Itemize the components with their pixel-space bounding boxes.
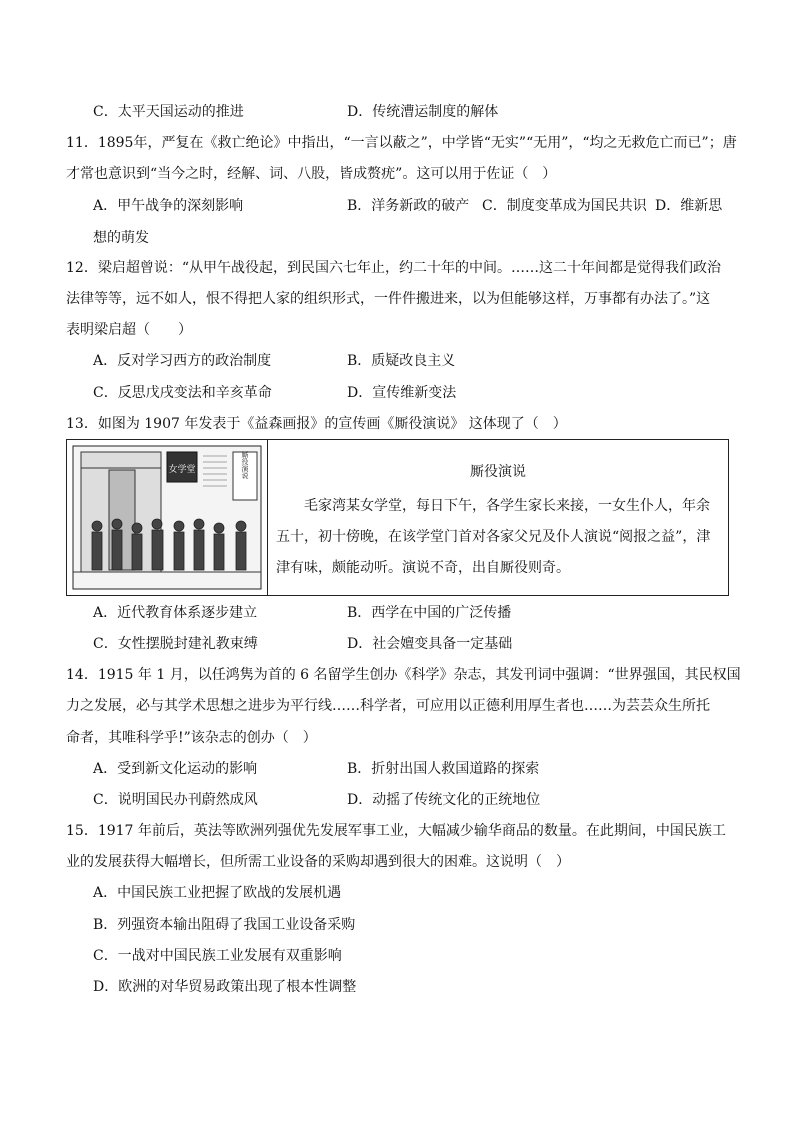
q11-option-d: D．维新思 bbox=[655, 198, 723, 214]
q10-option-c: C．太平天国运动的推进 bbox=[93, 104, 244, 120]
q13-stem-line1: 13．如图为 1907 年发表于《益森画报》的宣传画《厮役演说》 这体现了（ ） bbox=[66, 416, 567, 432]
q13-passage-title: 厮役演说 bbox=[470, 464, 526, 480]
q15-option-c: C．一战对中国民族工业发展有双重影响 bbox=[93, 948, 342, 964]
q11-option-a: A．甲午战争的深刻影响 bbox=[93, 198, 244, 214]
q12-option-a: A．反对学习西方的政治制度 bbox=[93, 353, 272, 369]
q13-passage-cell bbox=[268, 440, 728, 595]
q15-option-a: A．中国民族工业把握了欧战的发展机遇 bbox=[93, 885, 342, 901]
q14-option-c: C．说明国民办刊蔚然成风 bbox=[93, 792, 258, 808]
school-sign-text: 女学堂 bbox=[168, 465, 196, 475]
q12-option-b: B．质疑改良主义 bbox=[347, 353, 456, 369]
q11-option-d-continued: 想的萌发 bbox=[93, 230, 149, 246]
q13-passage-body: 毛家湾某女学堂，每日下午，各学生家长来接，一女生仆人，年余五十，初十傍晚，在该学堂门首对各家父兄及仆人演说“阅报之益”，津津有味，颇能动听。演说不奇，出自厮役则奇。 bbox=[276, 498, 711, 576]
q11-option-c: C．制度变革成为国民共识 bbox=[482, 198, 647, 214]
q13-option-a: A．近代教育体系逐步建立 bbox=[93, 605, 258, 621]
q13-option-c: C．女性摆脱封建礼教束缚 bbox=[93, 636, 258, 652]
q15-option-d: D．欧洲的对华贸易政策出现了根本性调整 bbox=[93, 979, 357, 995]
q14-option-b: B．折射出国人救国道路的探索 bbox=[347, 761, 540, 777]
q11-option-b: B．洋务新政的破产 bbox=[347, 198, 470, 214]
q14-stem-line2: 力之发展，必与其学术思想之进步为平行线……科学者，可应用以正德利用厚生者也……为芸芸众生所托 bbox=[66, 698, 710, 714]
q12-stem-line1: 12．梁启超曾说：“从甲午战役起，到民国六七年止，约二十年的中间。……这二十年间都是觉得我们政治 bbox=[66, 260, 721, 276]
q14-option-d: D．动摇了传统文化的正统地位 bbox=[347, 792, 541, 808]
q15-stem-line2: 业的发展获得大幅增长，但所需工业设备的采购却遇到很大的困难。这说明（ ） bbox=[66, 854, 570, 870]
q15-option-b: B．列强资本输出阻碍了我国工业设备采购 bbox=[93, 917, 356, 933]
q11-stem-line2: 才常也意识到“当今之时，经解、词、八股，皆成赘疣”。这可以用于佐证（ ） bbox=[66, 166, 557, 182]
q13-material-table bbox=[66, 439, 729, 596]
q14-stem-line3: 命者，其唯科学乎!”该杂志的创办（ ） bbox=[66, 730, 317, 746]
q13-option-d: D．社会嬗变具备一定基础 bbox=[347, 636, 513, 652]
propaganda-drawing-icon bbox=[67, 440, 267, 595]
q14-stem-line1: 14．1915 年 1 月，以任鸿隽为首的 6 名留学生创办《科学》杂志，其发刊词中强调：“世界强国，其民权国 bbox=[66, 667, 741, 683]
q15-stem-line1: 15．1917 年前后，英法等欧洲列强优先发展军事工业，大幅减少输华商品的数量。在此期间，中国民族工 bbox=[66, 823, 726, 839]
q10-option-d: D．传统漕运制度的解体 bbox=[347, 104, 499, 120]
q13-illustration bbox=[67, 440, 268, 595]
scroll-title-text: 厮役演说 bbox=[241, 451, 249, 479]
q12-stem-line2: 法律等等，远不如人，恨不得把人家的组织形式，一件件搬进来，以为但能够这样，万事都有办法了。”这 bbox=[66, 291, 711, 307]
q12-option-c: C．反思戊戌变法和辛亥革命 bbox=[93, 385, 272, 401]
q14-option-a: A．受到新文化运动的影响 bbox=[93, 761, 258, 777]
q13-option-b: B．西学在中国的广泛传播 bbox=[347, 605, 512, 621]
q12-option-d: D．宣传维新变法 bbox=[347, 385, 457, 401]
q11-stem-line1: 11．1895年，严复在《救亡绝论》中指出，“一言以蔽之”，中学皆“无实”“无用”，“均之无救危亡而已”；唐 bbox=[66, 135, 737, 151]
q12-stem-line3: 表明梁启超（ ） bbox=[66, 322, 192, 338]
